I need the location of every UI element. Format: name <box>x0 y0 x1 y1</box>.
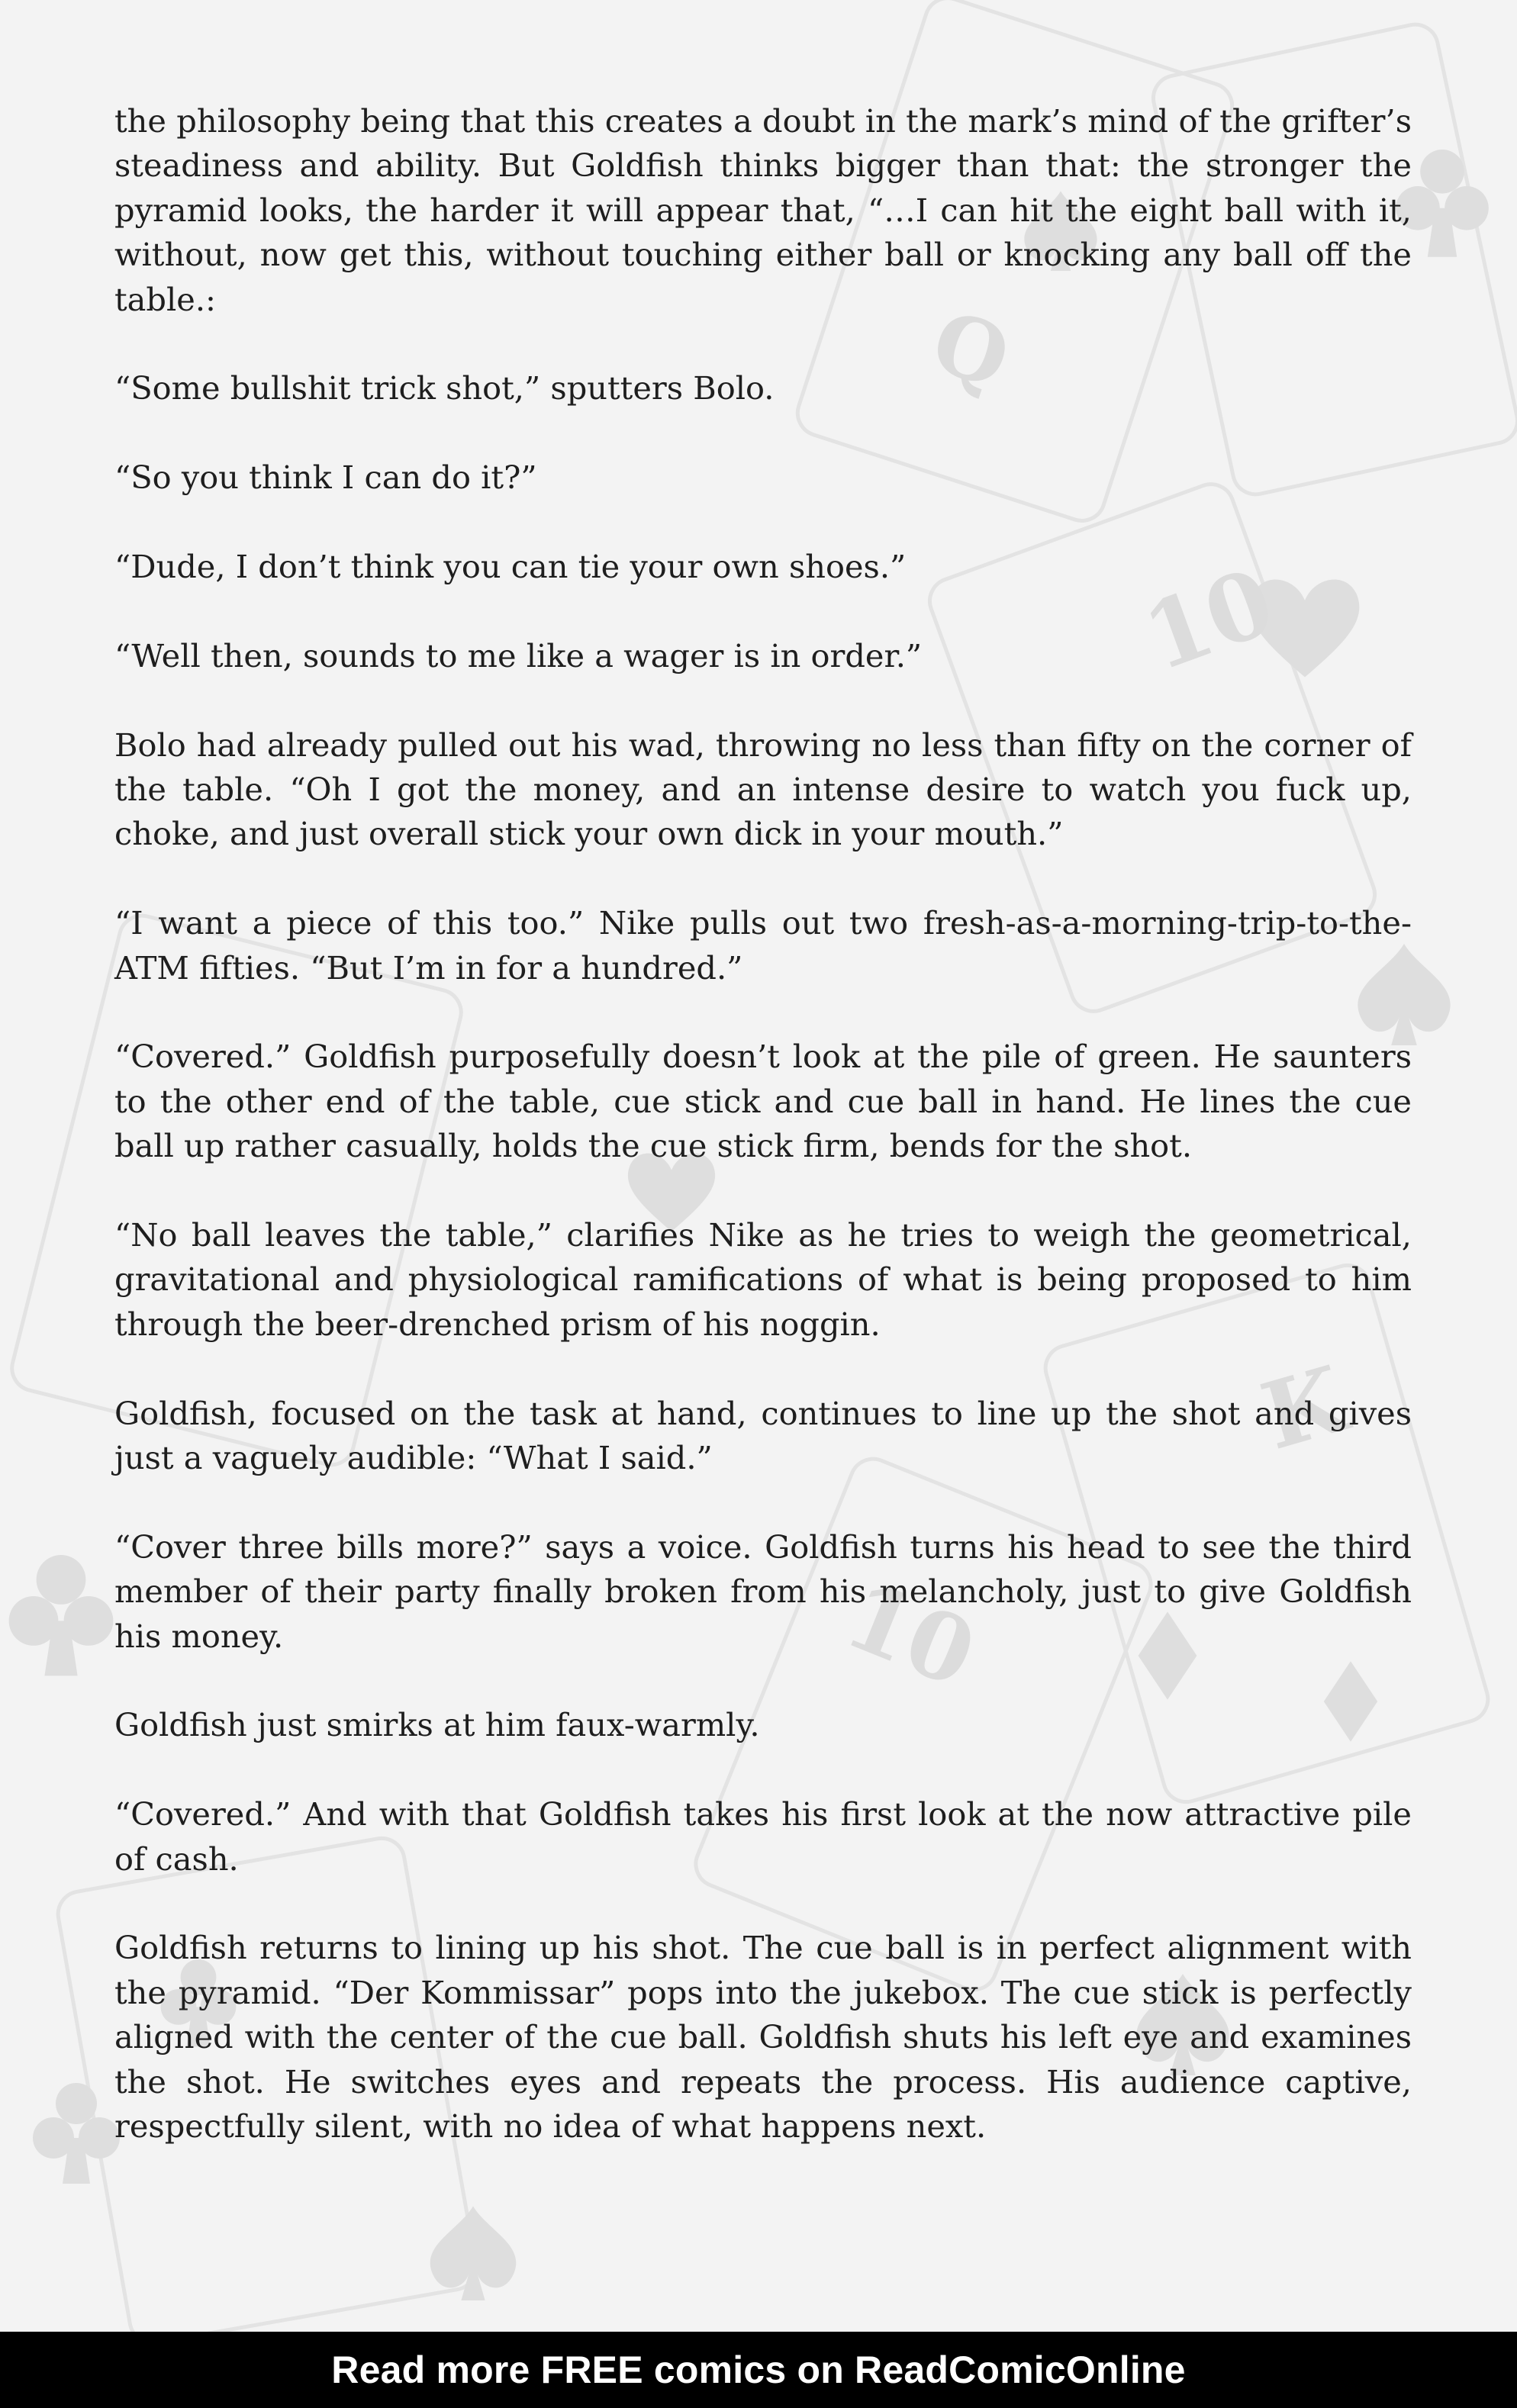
paragraph: Bolo had already pulled out his wad, throwing no less than fifty on the corner of the table. “Oh I got the money, and an intense desire to watch you fuck up, choke, and just overall stick your own dick in your mouth.” <box>114 726 1412 853</box>
paragraph: “No ball leaves the table,” clarifies Nike as he tries to weigh the geometrical, gravitational and physiological ramifications of what is being proposed to him through the beer-drenched prism of his noggin. <box>114 1216 1412 1343</box>
story-text <box>114 99 1412 2194</box>
card-index: Q <box>920 291 1021 408</box>
paragraph: Goldfish, focused on the task at hand, continues to line up the shot and gives just a vaguely audible: “What I said.” <box>114 1394 1412 1477</box>
club-icon <box>9 1555 114 1676</box>
paragraph: “Dude, I don’t think you can tie your own shoes.” <box>114 548 907 586</box>
spade-icon <box>430 2207 517 2301</box>
paragraph: “Cover three bills more?” says a voice. Goldfish turns his head to see the third member of their party finally broken from his melancholy, just to give Goldfish his money. <box>114 1528 1412 1655</box>
paragraph: “Some bullshit trick shot,” sputters Bolo. <box>114 369 775 407</box>
paragraph: Goldfish just smirks at him faux-warmly. <box>114 1706 760 1744</box>
club-icon <box>33 2083 120 2184</box>
paragraph: Goldfish returns to lining up his shot. The cue ball is in perfect alignment with the pyramid. “Der Kommissar” pops into the jukebox. The cue stick is perfectly aligned with the center of the cue ball. Goldfish shuts his left eye and examines the shot. He switches eyes and repeats the process. His audience captive, respectfully silent, with no idea of what happens next. <box>114 1929 1412 2146</box>
card-index: 10 <box>1130 547 1287 693</box>
card-index: K <box>1251 1345 1358 1471</box>
paragraph: “Well then, sounds to me like a wager is in order.” <box>114 636 923 674</box>
footer-link-text[interactable]: Read more FREE comics on ReadComicOnline <box>331 2348 1186 2391</box>
paragraph: “Covered.” Goldfish purposefully doesn’t look at the pile of green. He saunters to the other end of the table, cue stick and cue ball in hand. He lines the cue ball up rather casually, holds the cue stick firm, bends for the shot. <box>114 1038 1412 1165</box>
card-index: 10 <box>831 1561 990 1709</box>
paragraph: “So you think I can do it?” <box>114 459 537 497</box>
paragraph: “I want a piece of this too.” Nike pulls out two fresh-as-a-morning-trip-to-the-ATM fifties. “But I’m in for a hundred.” <box>114 904 1412 987</box>
paragraph: “Covered.” And with that Goldfish takes his first look at the now attractive pile of cash. <box>114 1795 1412 1878</box>
footer-banner[interactable] <box>0 2332 1517 2408</box>
paragraph: the philosophy being that this creates a doubt in the mark’s mind of the grifter’s steadiness and ability. But Goldfish thinks bigger than that: the stronger the pyramid looks, the harder it will appear that, “…I can hit the eight ball with it, without, now get this, without touching either ball or knocking any ball off the table.: <box>114 102 1412 318</box>
